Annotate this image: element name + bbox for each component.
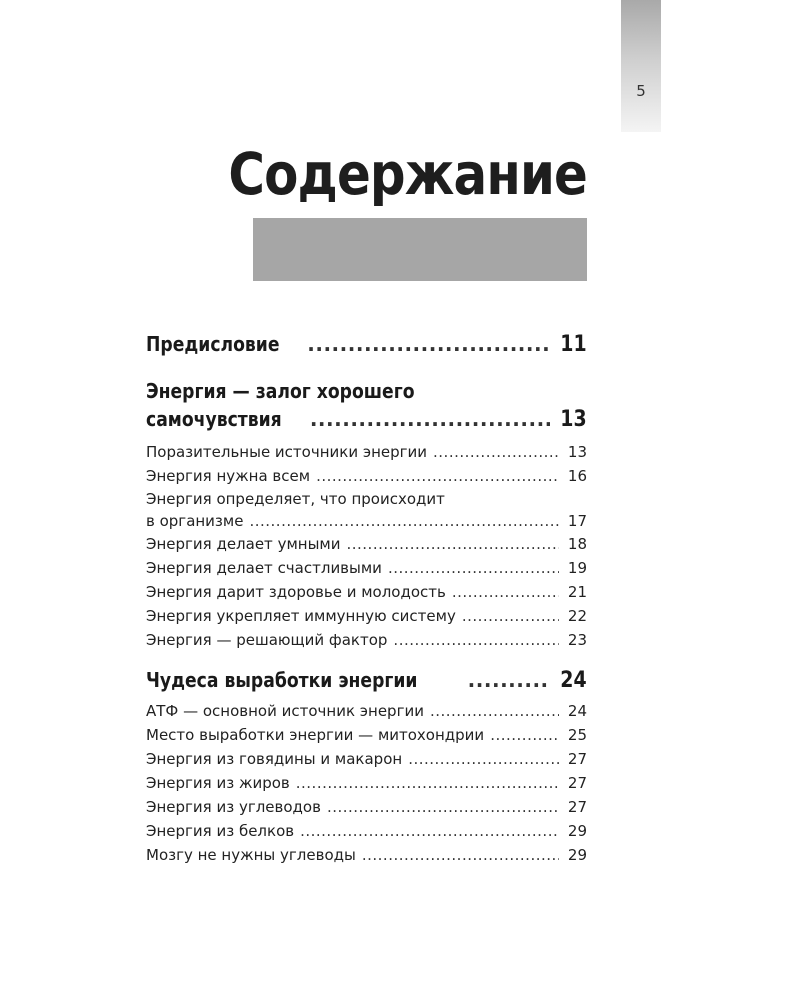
toc-entry[interactable] xyxy=(146,795,587,819)
toc-chapter-preface[interactable] xyxy=(146,330,587,359)
toc-entry[interactable] xyxy=(146,628,587,652)
toc-label: Энергия укрепляет иммунную систему xyxy=(146,607,456,625)
toc-label-line2: в организме xyxy=(146,512,244,530)
toc-label: Энергия делает счастливыми xyxy=(146,559,382,577)
toc-entry[interactable] xyxy=(146,747,587,771)
toc-label-line2: самочувствия xyxy=(146,407,282,431)
toc-label: Энергия делает умными xyxy=(146,535,341,553)
table-of-contents xyxy=(146,330,587,867)
toc-page: 19 xyxy=(567,559,587,577)
toc-entry[interactable] xyxy=(146,580,587,604)
leader-dots xyxy=(316,464,559,488)
page-number: 5 xyxy=(636,82,646,100)
toc-chapter-1[interactable] xyxy=(146,377,587,434)
toc-page: 16 xyxy=(567,467,587,485)
leader-dots xyxy=(393,628,559,652)
leader-dots xyxy=(327,795,559,819)
toc-page: 27 xyxy=(567,750,587,768)
toc-page: 27 xyxy=(567,774,587,792)
toc-entry[interactable] xyxy=(146,464,587,488)
toc-label: Поразительные источники энергии xyxy=(146,443,428,461)
toc-page: 23 xyxy=(567,631,587,649)
toc-page: 21 xyxy=(567,583,587,601)
toc-label: Энергия дарит здоровье и молодость xyxy=(146,583,446,601)
toc-page: 25 xyxy=(567,726,587,744)
leader-dots xyxy=(249,510,559,532)
toc-entry[interactable] xyxy=(146,440,587,464)
toc-label: Энергия нужна всем xyxy=(146,467,311,485)
toc-entry[interactable] xyxy=(146,488,587,532)
toc-entry[interactable] xyxy=(146,843,587,867)
leader-dots xyxy=(433,440,559,464)
toc-entry[interactable] xyxy=(146,699,587,723)
toc-entry[interactable] xyxy=(146,771,587,795)
toc-page: 13 xyxy=(560,407,587,432)
toc-page: 11 xyxy=(560,332,587,357)
toc-page: 24 xyxy=(567,702,587,720)
toc-entry[interactable] xyxy=(146,723,587,747)
leader-dots xyxy=(346,532,559,556)
toc-label-line1: Энергия определяет, что происходит xyxy=(146,490,445,508)
leader-dots xyxy=(362,843,559,867)
page-tab xyxy=(621,0,661,132)
toc-label: Энергия — решающий фактор xyxy=(146,631,388,649)
leader-dots xyxy=(300,819,559,843)
toc-entry[interactable] xyxy=(146,556,587,580)
leader-dots xyxy=(296,771,559,795)
toc-page: 29 xyxy=(567,822,587,840)
toc-chapter-2[interactable] xyxy=(146,666,587,695)
leader-dots xyxy=(452,580,559,604)
toc-label: Мозгу не нужны углеводы xyxy=(146,846,356,864)
toc-label: Энергия из углеводов xyxy=(146,798,321,816)
toc-label-line1: Энергия — залог хорошего xyxy=(146,379,415,403)
toc-entry[interactable] xyxy=(146,604,587,628)
leader-dots xyxy=(490,723,559,747)
leader-dots xyxy=(408,747,559,771)
toc-label: АТФ — основной источник энергии xyxy=(146,702,424,720)
toc-entry[interactable] xyxy=(146,532,587,556)
toc-page: 24 xyxy=(560,668,587,693)
page-title: Содержание xyxy=(228,140,587,208)
toc-label: Чудеса выработки энергии xyxy=(146,668,418,692)
toc-label: Энергия из жиров xyxy=(146,774,290,792)
leader-dots xyxy=(307,330,550,358)
toc-page: 18 xyxy=(567,535,587,553)
toc-page: 13 xyxy=(567,443,587,461)
toc-page: 17 xyxy=(567,512,587,530)
leader-dots xyxy=(468,666,551,694)
toc-label: Энергия из говядины и макарон xyxy=(146,750,403,768)
toc-label: Предисловие xyxy=(146,332,280,356)
toc-page: 22 xyxy=(567,607,587,625)
toc-entry[interactable] xyxy=(146,819,587,843)
toc-label: Энергия из белков xyxy=(146,822,295,840)
title-bar xyxy=(253,218,587,281)
toc-page: 27 xyxy=(567,798,587,816)
toc-page: 29 xyxy=(567,846,587,864)
leader-dots xyxy=(310,405,551,433)
leader-dots xyxy=(388,556,559,580)
toc-label: Место выработки энергии — митохондрии xyxy=(146,726,485,744)
leader-dots xyxy=(430,699,559,723)
leader-dots xyxy=(462,604,559,628)
